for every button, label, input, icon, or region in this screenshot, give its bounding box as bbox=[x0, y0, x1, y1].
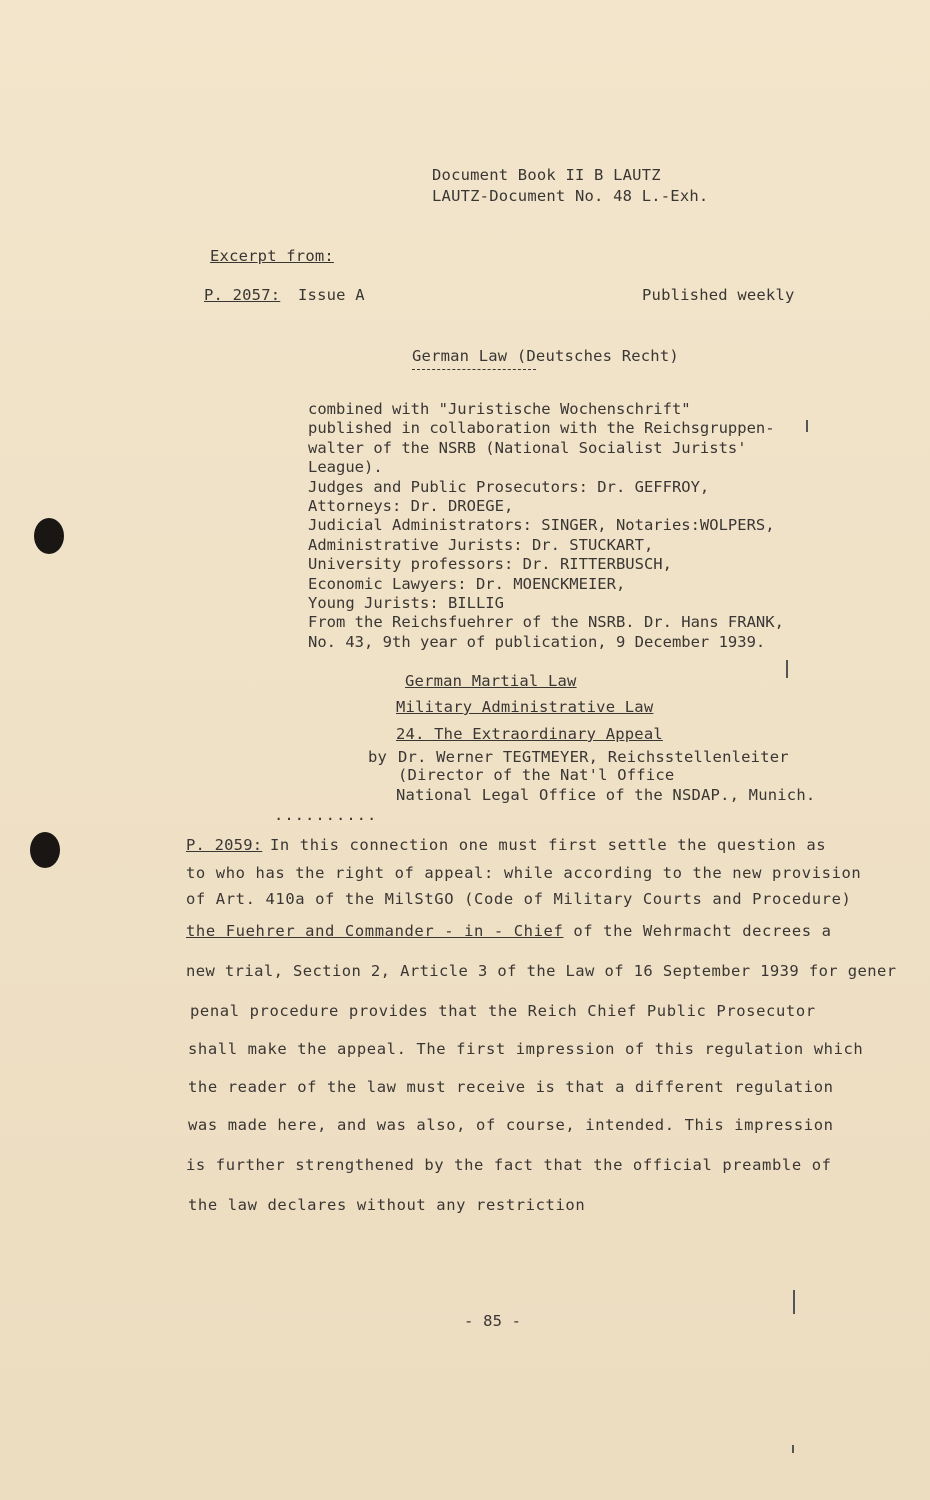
body-line bbox=[186, 922, 832, 940]
page-number: - 85 - bbox=[464, 1312, 522, 1330]
body-line: is further strengthened by the fact that the official preamble of bbox=[186, 1156, 832, 1174]
journal-line: No. 43, 9th year of publication, 9 December 1939. bbox=[308, 633, 766, 651]
article-author-line-3: National Legal Office of the NSDAP., Munich. bbox=[396, 786, 816, 804]
article-subsection: Military Administrative Law bbox=[396, 698, 654, 716]
journal-line: Economic Lawyers: Dr. MOENCKMEIER, bbox=[308, 575, 626, 593]
journal-line: League). bbox=[308, 458, 383, 476]
excerpt-label: Excerpt from: bbox=[210, 247, 334, 265]
article-author-line-1: Dr. Werner TEGTMEYER, Reichsstellenleiter bbox=[398, 748, 789, 766]
excerpt-issue: Issue A bbox=[298, 286, 365, 304]
body-line: penal procedure provides that the Reich Chief Public Prosecutor bbox=[190, 1002, 816, 1020]
margin-mark bbox=[793, 1290, 795, 1314]
body-underlined-phrase: the Fuehrer and Commander - in - Chief bbox=[186, 922, 564, 940]
journal-line: Attorneys: Dr. DROEGE, bbox=[308, 497, 514, 515]
article-section: German Martial Law bbox=[405, 672, 577, 690]
body-line: of Art. 410a of the MilStGO (Code of Military Courts and Procedure) bbox=[186, 890, 852, 908]
article-title: 24. The Extraordinary Appeal bbox=[396, 725, 663, 743]
body-line-rest: of the Wehrmacht decrees a bbox=[563, 922, 832, 940]
journal-line: walter of the NSRB (National Socialist Jurists' bbox=[308, 439, 747, 457]
body-line: shall make the appeal. The first impression of this regulation which bbox=[188, 1040, 864, 1058]
excerpt-page-ref: P. 2057: bbox=[204, 286, 281, 304]
ellipsis-separator: .......... bbox=[274, 806, 378, 824]
margin-mark bbox=[792, 1445, 794, 1453]
journal-line: combined with "Juristische Wochenschrift" bbox=[308, 400, 691, 418]
margin-mark bbox=[786, 660, 788, 678]
body-line: to who has the right of appeal: while according to the new provision bbox=[186, 864, 862, 882]
body-line: In this connection one must first settle the question as bbox=[270, 836, 827, 854]
header-line-1: Document Book II B LAUTZ bbox=[432, 166, 661, 184]
excerpt-frequency: Published weekly bbox=[642, 286, 795, 304]
journal-line: Administrative Jurists: Dr. STUCKART, bbox=[308, 536, 654, 554]
header-line-2: LAUTZ-Document No. 48 L.-Exh. bbox=[432, 187, 709, 205]
journal-line: Judges and Public Prosecutors: Dr. GEFFROY, bbox=[308, 478, 710, 496]
body-page-ref: P. 2059: bbox=[186, 836, 263, 854]
body-line: the law declares without any restriction bbox=[188, 1196, 586, 1214]
body-line: was made here, and was also, of course, intended. This impression bbox=[188, 1116, 834, 1134]
journal-line: University professors: Dr. RITTERBUSCH, bbox=[308, 555, 672, 573]
article-author-line-2: (Director of the Nat'l Office bbox=[398, 766, 675, 784]
journal-line: Young Jurists: BILLIG bbox=[308, 594, 504, 612]
journal-line: published in collaboration with the Reichsgruppen- bbox=[308, 419, 775, 437]
journal-line: Judicial Administrators: SINGER, Notaries:WOLPERS, bbox=[308, 516, 775, 534]
journal-title: German Law (Deutsches Recht) bbox=[412, 347, 679, 365]
body-line: new trial, Section 2, Article 3 of the Law of 16 September 1939 for gener bbox=[186, 962, 897, 980]
margin-mark bbox=[806, 420, 808, 432]
article-by: by bbox=[368, 748, 388, 766]
punch-hole-bottom bbox=[30, 832, 60, 868]
journal-title-underline bbox=[412, 369, 536, 370]
journal-line: From the Reichsfuehrer of the NSRB. Dr. Hans FRANK, bbox=[308, 613, 784, 631]
punch-hole-top bbox=[34, 518, 64, 554]
body-line: the reader of the law must receive is that a different regulation bbox=[188, 1078, 834, 1096]
